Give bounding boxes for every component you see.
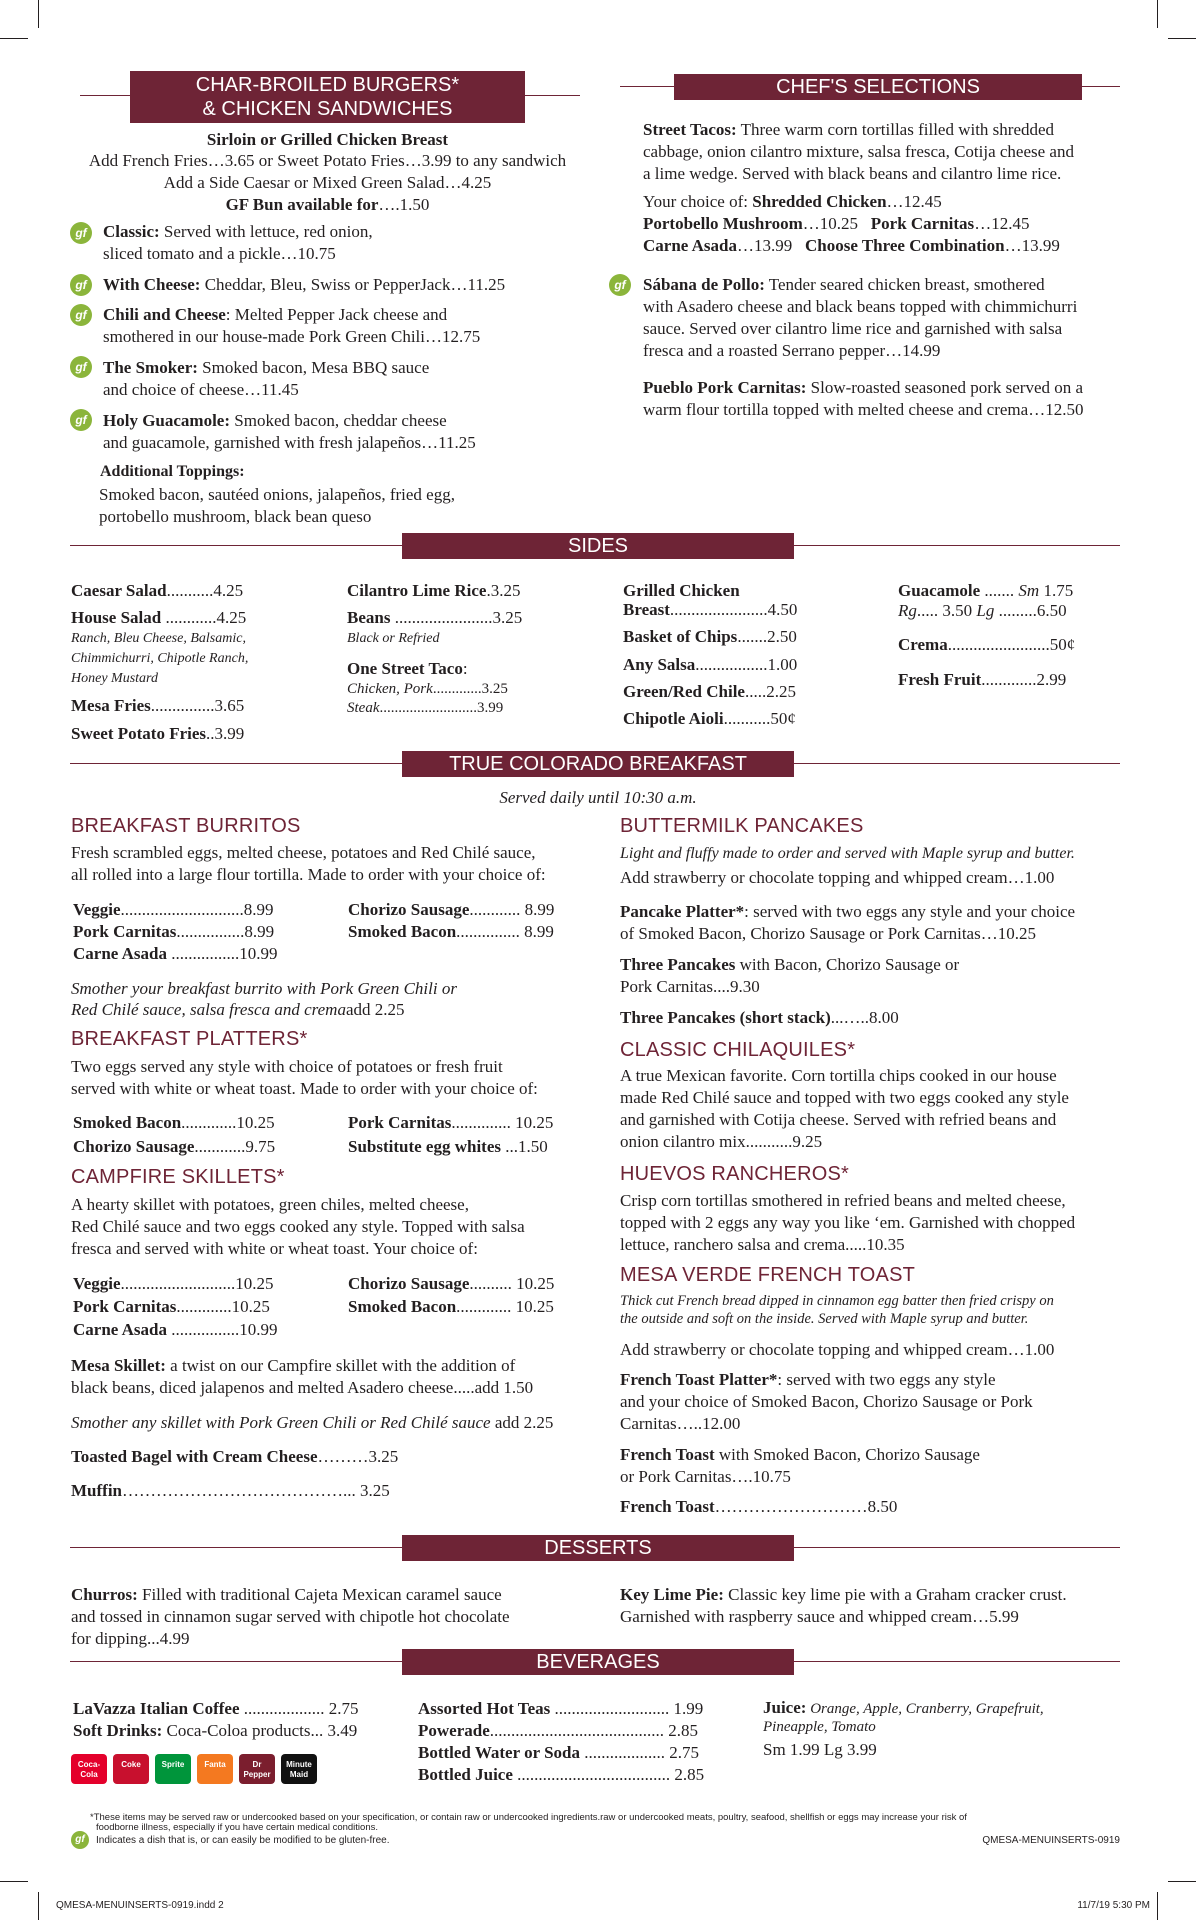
dressings-line3: Honey Mustard: [71, 671, 158, 686]
muffin: [71, 1481, 390, 1501]
item-price: …………………………………... 3.25: [122, 1481, 390, 1500]
gluten-free-icon: gf: [70, 356, 92, 378]
side-chips: [623, 627, 797, 647]
burgers-subtitle: Sirloin or Grilled Chicken Breast: [206, 130, 449, 149]
churros: [71, 1585, 502, 1605]
item-name: The Smoker:: [103, 358, 198, 377]
bev-name: Bottled Juice: [418, 1765, 513, 1784]
side-street-taco: One Street Taco:: [347, 659, 468, 678]
side-price: .........6.50: [994, 601, 1067, 620]
brand-logo-fanta: Fanta: [197, 1754, 233, 1784]
item-name: Classic:: [103, 222, 160, 241]
brand-logo-minute-maid: Minute Maid: [281, 1754, 317, 1784]
french-toast-with-meat: [620, 1445, 980, 1465]
option-name: Pork Carnitas: [73, 922, 177, 941]
rancheros-desc1: Crisp corn tortillas smothered in refried beans and melted cheese,: [620, 1191, 1066, 1210]
option-name: Chorizo Sausage: [73, 1137, 195, 1156]
option-name: Carne Asada: [73, 1320, 167, 1339]
burgers-title-line2: & CHICKEN SANDWICHES: [202, 98, 453, 120]
sides-heading: SIDES: [402, 533, 794, 559]
gluten-free-icon: gf: [70, 304, 92, 326]
option-name: Pork Carnitas: [348, 1113, 452, 1132]
toppings-title: Additional Toppings:: [100, 463, 245, 480]
side-price: .................1.00: [695, 655, 798, 674]
burrito-smother1: Smother your breakfast burrito with Pork Green Chili or: [71, 979, 457, 998]
side-price: .3.25: [486, 581, 521, 600]
skillet-veggie: [73, 1274, 274, 1294]
churros-line3: for dipping...4.99: [71, 1629, 190, 1648]
gf-bun-line: [0, 195, 655, 215]
burger-classic-line2: sliced tomato and a pickle…10.75: [103, 244, 336, 263]
side-fruit: [898, 670, 1066, 690]
skillets-desc2: Red Chilé sauce and two eggs cooked any style. Topped with salsa: [71, 1217, 525, 1236]
choice-name: Carne Asada: [643, 236, 737, 255]
bev-price: ................... 2.75: [579, 1743, 699, 1762]
gluten-free-icon: gf: [70, 409, 92, 431]
item-desc: with Smoked Bacon, Chorizo Sausage: [714, 1445, 980, 1464]
side-name: Chicken, Pork: [347, 681, 433, 697]
option-price: .......... 10.25: [469, 1274, 555, 1293]
french-toast-desc1: Thick cut French bread dipped in cinnamon egg batter then fried crispy on: [620, 1293, 1054, 1309]
three-pancakes-line2: Pork Carnitas....9.30: [620, 977, 760, 996]
option-name: Smoked Bacon: [348, 1297, 457, 1316]
side-name: Any Salsa: [623, 655, 696, 674]
item-name: Three Pancakes: [620, 955, 736, 974]
brand-logo-sprite: Sprite: [155, 1754, 191, 1784]
gluten-free-icon: gf: [609, 274, 631, 296]
beans-options: Black or Refried: [347, 631, 440, 646]
chilaquiles-desc3: and garnished with Cotija cheese. Served with refried beans and: [620, 1110, 1057, 1129]
sabana-line3: sauce. Served over cilantro lime rice and garnished with salsa: [643, 319, 1063, 338]
pancakes-desc1: Light and fluffy made to order and served with Maple syrup and butter.: [620, 845, 1075, 862]
item-desc: Slow-roasted seasoned pork served on a: [806, 378, 1084, 397]
key-lime-pie-line2: Garnished with raspberry sauce and whipped cream…5.99: [620, 1607, 1019, 1626]
burrito-smother2: Red Chilé sauce, salsa fresca and cremaadd 2.25: [71, 1000, 405, 1019]
chilaquiles-desc1: A true Mexican favorite. Corn tortilla chips cooked in our house: [620, 1066, 1057, 1085]
skillet-bacon: [348, 1297, 554, 1317]
bev-price: ................... 2.75: [239, 1699, 359, 1718]
side-price: ........................50¢: [947, 635, 1076, 654]
side-price: ..........................3.99: [379, 700, 504, 716]
side-name: Mesa Fries: [71, 696, 151, 715]
crop-mark: [1157, 0, 1158, 28]
option-name: Smoked Bacon: [73, 1113, 182, 1132]
item-name: French Toast: [620, 1445, 715, 1464]
burgers-add-fries: Add French Fries…3.65 or Sweet Potato Fries…3.99 to any sandwich: [88, 151, 567, 170]
option-price: .............. 10.25: [451, 1113, 554, 1132]
item-desc: Smoked bacon, Mesa BBQ sauce: [197, 358, 430, 377]
item-desc: Tender seared chicken breast, smothered: [764, 275, 1045, 294]
side-salsa: [623, 655, 797, 675]
bev-powerade: [418, 1721, 698, 1741]
item-desc: with Bacon, Chorizo Sausage or: [735, 955, 960, 974]
crop-mark: [0, 1881, 28, 1882]
choice-price: …12.45: [886, 192, 942, 211]
bev-price: ........................... 1.99: [550, 1699, 704, 1718]
gluten-free-icon: gf: [71, 1831, 89, 1849]
item-desc: Smoked bacon, cheddar cheese: [230, 411, 447, 430]
desserts-heading: DESSERTS: [402, 1535, 794, 1561]
side-name: Cilantro Lime Rice: [347, 581, 487, 600]
chilaquiles-desc4: onion cilantro mix...........9.25: [620, 1132, 823, 1151]
option-name: Pork Carnitas: [73, 1297, 177, 1316]
raw-food-warning-line2: foodborne illness, especially if you have certain medical conditions.: [96, 1822, 378, 1833]
side-price: ...........50¢: [723, 709, 796, 728]
side-grilled-chicken: Grilled Chicken: [623, 581, 740, 600]
french-toast-desc3: Add strawberry or chocolate topping and whipped cream…1.00: [620, 1340, 1055, 1359]
option-price: ................10.99: [166, 1320, 278, 1339]
option-price: .............10.25: [181, 1113, 275, 1132]
french-toast-with-meat-line2: or Pork Carnitas….10.75: [620, 1467, 791, 1486]
option-price: ................8.99: [176, 922, 275, 941]
bev-name: Bottled Water or Soda: [418, 1743, 580, 1762]
chilaquiles-heading: CLASSIC CHILAQUILES*: [620, 1039, 856, 1061]
side-price: .......................3.25: [390, 608, 523, 627]
choice-price: …13.99: [736, 236, 793, 255]
item-name: French Toast: [620, 1497, 715, 1516]
three-pancakes: [620, 955, 959, 975]
bev-teas: [418, 1699, 703, 1719]
side-price: .......................4.50: [669, 600, 798, 619]
item-desc: Cheddar, Bleu, Swiss or PepperJack…11.25: [200, 275, 506, 294]
gf-bun-price: ….1.50: [378, 195, 430, 214]
street-tacos: [643, 120, 1054, 140]
option-price: .............................8.99: [120, 900, 274, 919]
choice-name: Choose Three Combination: [804, 236, 1005, 255]
rancheros-heading: HUEVOS RANCHEROS*: [620, 1163, 849, 1185]
menu-code: QMESA-MENUINSERTS-0919: [982, 1835, 1120, 1846]
gluten-free-icon: gf: [70, 274, 92, 296]
platter-bacon: [73, 1113, 275, 1133]
dressings-line2: Chimmichurri, Chipotle Ranch,: [71, 651, 249, 666]
side-name: One Street Taco: [347, 659, 463, 678]
burger-holy-guacamole: [103, 411, 447, 431]
brand-logo-coke: Coke: [113, 1754, 149, 1784]
bev-juice-sizes: Sm 1.99 Lg 3.99: [763, 1740, 877, 1759]
side-guacamole: Guacamole ....... Sm 1.75: [898, 581, 1074, 600]
tacos-choice: [643, 192, 942, 212]
rancheros-desc3: lettuce, ranchero salsa and crema.....10.35: [620, 1235, 905, 1254]
item-name: Holy Guacamole:: [103, 411, 231, 430]
toppings-line2: portobello mushroom, black bean queso: [99, 507, 372, 526]
item-name: Three Pancakes (short stack): [620, 1008, 831, 1027]
platters-desc1: Two eggs served any style with choice of potatoes or fresh fruit: [71, 1057, 503, 1076]
choice-name: Shredded Chicken: [752, 192, 887, 211]
burritos-desc1: Fresh scrambled eggs, melted cheese, potatoes and Red Chilé sauce,: [71, 843, 536, 862]
pueblo-pork-carnitas: [643, 378, 1083, 398]
french-toast-platter: [620, 1370, 996, 1390]
crop-mark: [1168, 38, 1196, 39]
choice-price: …10.25: [802, 214, 859, 233]
option-price: ................10.99: [166, 944, 278, 963]
pancake-platter: [620, 902, 1075, 922]
platter-chorizo: [73, 1137, 275, 1157]
gf-bun-label: GF Bun available for: [225, 195, 379, 214]
french-toast-heading: MESA VERDE FRENCH TOAST: [620, 1264, 916, 1286]
bev-name: Juice:: [763, 1698, 807, 1717]
taco-steak: [347, 700, 503, 717]
sabana-line4: fresca and a roasted Serrano pepper…14.99: [643, 341, 941, 360]
side-name: Sweet Potato Fries: [71, 724, 207, 743]
gluten-free-icon: gf: [70, 222, 92, 244]
slug-timestamp: 11/7/19 5:30 PM: [1077, 1900, 1150, 1911]
option-price: ............. 10.25: [456, 1297, 554, 1316]
side-price: .............3.25: [432, 681, 508, 697]
skillets-desc1: A hearty skillet with potatoes, green chiles, melted cheese,: [71, 1195, 469, 1214]
street-tacos-line3: a lime wedge. Served with black beans and cilantro lime rice.: [643, 164, 1062, 183]
option-price: ............... 8.99: [456, 922, 554, 941]
item-desc: Filled with traditional Cajeta Mexican caramel sauce: [137, 1585, 502, 1604]
bev-coffee: [73, 1699, 359, 1719]
crop-mark: [1157, 1892, 1158, 1920]
choice-price: …13.99: [1004, 236, 1060, 255]
option-name: Carne Asada: [73, 944, 167, 963]
burger-smoker: [103, 358, 429, 378]
crop-mark: [1168, 1881, 1196, 1882]
side-chile: [623, 682, 796, 702]
side-price: ...........4.25: [166, 581, 244, 600]
option-name: Veggie: [73, 900, 121, 919]
side-crema: [898, 635, 1075, 655]
crop-mark: [38, 0, 39, 28]
street-tacos-line2: cabbage, onion cilantro mixture, salsa fresca, Cotija cheese and: [643, 142, 1074, 161]
platters-heading: BREAKFAST PLATTERS*: [71, 1028, 308, 1050]
side-price: ..3.99: [206, 724, 245, 743]
bev-name: Assorted Hot Teas: [418, 1699, 551, 1718]
pueblo-line2: warm flour tortilla topped with melted cheese and crema…12.50: [643, 400, 1084, 419]
burger-with-cheese: [103, 275, 505, 295]
item-desc: : served with two eggs any style: [777, 1370, 996, 1389]
item-price: ………3.25: [317, 1447, 399, 1466]
choice-name: Portobello Mushroom: [643, 214, 803, 233]
french-toast-plain: [620, 1497, 897, 1517]
side-name: Caesar Salad: [71, 581, 167, 600]
side-name: Fresh Fruit: [898, 670, 982, 689]
slug-filename: QMESA-MENUINSERTS-0919.indd 2: [56, 1900, 224, 1911]
side-price: ............4.25: [161, 608, 247, 627]
mesa-skillet: [71, 1356, 515, 1376]
toppings-line1: Smoked bacon, sautéed onions, jalapeños, fried egg,: [99, 485, 455, 504]
item-name: Street Tacos:: [643, 120, 737, 139]
platters-desc2: served with white or wheat toast. Made to order with your choice of:: [71, 1079, 538, 1098]
bev-price: ......................................... 2.85: [489, 1721, 699, 1740]
burrito-pork: [73, 922, 274, 942]
skillets-heading: CAMPFIRE SKILLETS*: [71, 1166, 285, 1188]
side-name: Green/Red Chile: [623, 682, 745, 701]
bev-water-soda: [418, 1743, 699, 1763]
platter-pork: [348, 1113, 553, 1133]
platter-egg-whites: [348, 1137, 548, 1157]
sabana-de-pollo: [643, 275, 1045, 295]
item-name: Chili and Cheese: [103, 305, 226, 324]
burgers-title-line1: CHAR-BROILED BURGERS*: [195, 74, 460, 96]
brand-logo-dr-pepper: Dr Pepper: [239, 1754, 275, 1784]
side-name: Breast: [623, 600, 670, 619]
side-house: [71, 608, 246, 628]
rancheros-desc2: topped with 2 eggs any way you like ‘em. Garnished with chopped: [620, 1213, 1076, 1232]
item-name: French Toast Platter*: [620, 1370, 778, 1389]
item-price: ………………………8.50: [714, 1497, 898, 1516]
choice-price: …12.45: [974, 214, 1030, 233]
churros-line2: and tossed in cinnamon sugar served with chipotle hot chocolate: [71, 1607, 510, 1626]
soda-brand-logos: [71, 1754, 331, 1786]
side-price: .......2.50: [737, 627, 797, 646]
item-price: ...…..8.00: [830, 1008, 899, 1027]
side-price: ...............3.65: [150, 696, 245, 715]
side-beans: [347, 608, 522, 628]
side-price: 1.75: [1039, 581, 1074, 600]
burrito-carne: [73, 944, 277, 964]
gluten-free-legend: Indicates a dish that is, or can easily be modified to be gluten-free.: [96, 1835, 390, 1846]
side-aioli: [623, 709, 796, 729]
option-name: Substitute egg whites: [348, 1137, 502, 1156]
side-caesar: [71, 581, 243, 601]
breakfast-served: Served daily until 10:30 a.m.: [499, 788, 697, 807]
bev-soft-drinks: [73, 1721, 357, 1741]
breakfast-heading: TRUE COLORADO BREAKFAST: [402, 751, 794, 777]
choice-label: Your choice of:: [643, 192, 753, 211]
item-name: Muffin: [71, 1481, 122, 1500]
raw-food-warning: *These items may be served raw or undercooked based on your specification, or contain raw or undercooked ingredients.raw or undercooked meats, poultry, seafood, shellfish or eggs may increase your risk of: [90, 1812, 967, 1823]
tacos-choice-row2: [643, 214, 1029, 234]
skillet-carne: [73, 1320, 277, 1340]
mesa-skillet-line2: black beans, diced jalapenos and melted Asadero cheese.....add 1.50: [71, 1378, 534, 1397]
choice-name: Pork Carnitas: [870, 214, 975, 233]
option-price: ............ 8.99: [469, 900, 555, 919]
french-toast-desc2: the outside and soft on the inside. Served with Maple syrup and butter.: [620, 1311, 1029, 1327]
french-toast-platter-line3: Carnitas…..12.00: [620, 1414, 741, 1433]
side-name: Guacamole: [898, 581, 981, 600]
item-desc: Three warm corn tortillas filled with shredded: [736, 120, 1055, 139]
side-price: ..... 3.50: [916, 601, 977, 620]
bev-name: Powerade: [418, 1721, 490, 1740]
burrito-bacon: [348, 922, 554, 942]
item-desc: Classic key lime pie with a Graham cracker crust.: [723, 1585, 1067, 1604]
side-grilled-chicken-line2: [623, 600, 797, 620]
pancakes-desc2: Add strawberry or chocolate topping and whipped cream…1.00: [620, 868, 1055, 887]
burrito-chorizo: [348, 900, 554, 920]
brand-logo-coca-cola: Coca-Cola: [71, 1754, 107, 1784]
option-price: ...........................10.25: [120, 1274, 274, 1293]
crop-mark: [0, 38, 28, 39]
option-price: .............10.25: [176, 1297, 270, 1316]
option-price: add 2.25: [345, 1000, 405, 1019]
item-name: Mesa Skillet:: [71, 1356, 166, 1375]
option-price: add 2.25: [490, 1413, 554, 1432]
burger-smoker-line2: and choice of cheese…11.45: [103, 380, 299, 399]
item-name: Toasted Bagel with Cream Cheese: [71, 1447, 318, 1466]
burger-chili-cheese: [103, 305, 447, 325]
burgers-add-salad: Add a Side Caesar or Mixed Green Salad…4.25: [163, 173, 492, 192]
burritos-heading: BREAKFAST BURRITOS: [71, 815, 301, 837]
burger-classic: [103, 222, 373, 242]
item-desc: : served with two eggs any style and your choice: [744, 902, 1076, 921]
item-desc: a twist on our Campfire skillet with the addition of: [165, 1356, 516, 1375]
side-name: House Salad: [71, 608, 162, 627]
side-name: Beans: [347, 608, 391, 627]
bev-bottled-juice: [418, 1765, 704, 1785]
item-name: Sábana de Pollo:: [643, 275, 765, 294]
item-name: Churros:: [71, 1585, 138, 1604]
french-toast-platter-line2: and your choice of Smoked Bacon, Chorizo Sausage or Pork: [620, 1392, 1033, 1411]
skillets-desc3: fresca and served with white or wheat toast. Your choice of:: [71, 1239, 478, 1258]
chilaquiles-desc2: made Red Chilé sauce and topped with two eggs cooked any style: [620, 1088, 1069, 1107]
beverages-heading: BEVERAGES: [402, 1649, 794, 1675]
side-price: .....2.25: [744, 682, 796, 701]
burger-holy-guacamole-line2: and guacamole, garnished with fresh jalapeños…11.25: [103, 433, 476, 452]
skillet-pork: [73, 1297, 270, 1317]
burritos-desc2: all rolled into a large flour tortilla. Made to order with your choice of:: [71, 865, 546, 884]
side-rice: [347, 581, 520, 601]
skillet-smother: Smother any skillet with Pork Green Chili or Red Chilé sauce add 2.25: [71, 1413, 554, 1432]
side-name: Crema: [898, 635, 948, 654]
bev-price: Coca-Coloa products... 3.49: [162, 1721, 358, 1740]
side-name: Steak: [347, 700, 380, 716]
burger-chili-cheese-line2: smothered in our house-made Pork Green Chili…12.75: [103, 327, 481, 346]
burgers-heading: [130, 71, 525, 123]
bev-name: Soft Drinks:: [73, 1721, 163, 1740]
option-name: Veggie: [73, 1274, 121, 1293]
crop-mark: [38, 1892, 39, 1920]
bev-name: LaVazza Italian Coffee: [73, 1699, 240, 1718]
item-name: Pancake Platter*: [620, 902, 745, 921]
dressings-line1: Ranch, Bleu Cheese, Balsamic,: [71, 631, 246, 646]
option-name: Chorizo Sausage: [348, 1274, 470, 1293]
side-sweet-potato: [71, 724, 244, 744]
burrito-veggie: [73, 900, 274, 920]
side-name: Chipotle Aioli: [623, 709, 724, 728]
side-price: .............2.99: [981, 670, 1067, 689]
side-guacamole-sizes: Rg..... 3.50 Lg .........6.50: [898, 601, 1067, 620]
bev-juice-list2: Pineapple, Tomato: [763, 1719, 876, 1735]
key-lime-pie: [620, 1585, 1067, 1605]
item-name: Pueblo Pork Carnitas:: [643, 378, 807, 397]
item-desc: Served with lettuce, red onion,: [159, 222, 373, 241]
taco-chicken-pork: [347, 681, 508, 698]
option-name: Smoked Bacon: [348, 922, 457, 941]
option-price: ............9.75: [194, 1137, 276, 1156]
item-name: With Cheese:: [103, 275, 201, 294]
short-stack: [620, 1008, 899, 1028]
bev-price: .................................... 2.85: [512, 1765, 705, 1784]
tacos-choice-row3: [643, 236, 1060, 256]
toasted-bagel: [71, 1447, 398, 1467]
pancakes-heading: BUTTERMILK PANCAKES: [620, 815, 864, 837]
item-desc: : Melted Pepper Jack cheese and: [225, 305, 448, 324]
sabana-line2: with Asadero cheese and black beans topped with chimmichurri: [643, 297, 1078, 316]
option-name: Chorizo Sausage: [348, 900, 470, 919]
side-mesa-fries: [71, 696, 244, 716]
bev-juice: Juice: Orange, Apple, Cranberry, Grapefruit,: [763, 1698, 1044, 1717]
pancake-platter-line2: of Smoked Bacon, Chorizo Sausage or Pork Carnitas…10.25: [620, 924, 1036, 943]
option-price: ...1.50: [501, 1137, 548, 1156]
skillet-chorizo: [348, 1274, 554, 1294]
chef-heading: CHEF'S SELECTIONS: [674, 74, 1082, 100]
side-name: Basket of Chips: [623, 627, 738, 646]
item-name: Key Lime Pie:: [620, 1585, 724, 1604]
